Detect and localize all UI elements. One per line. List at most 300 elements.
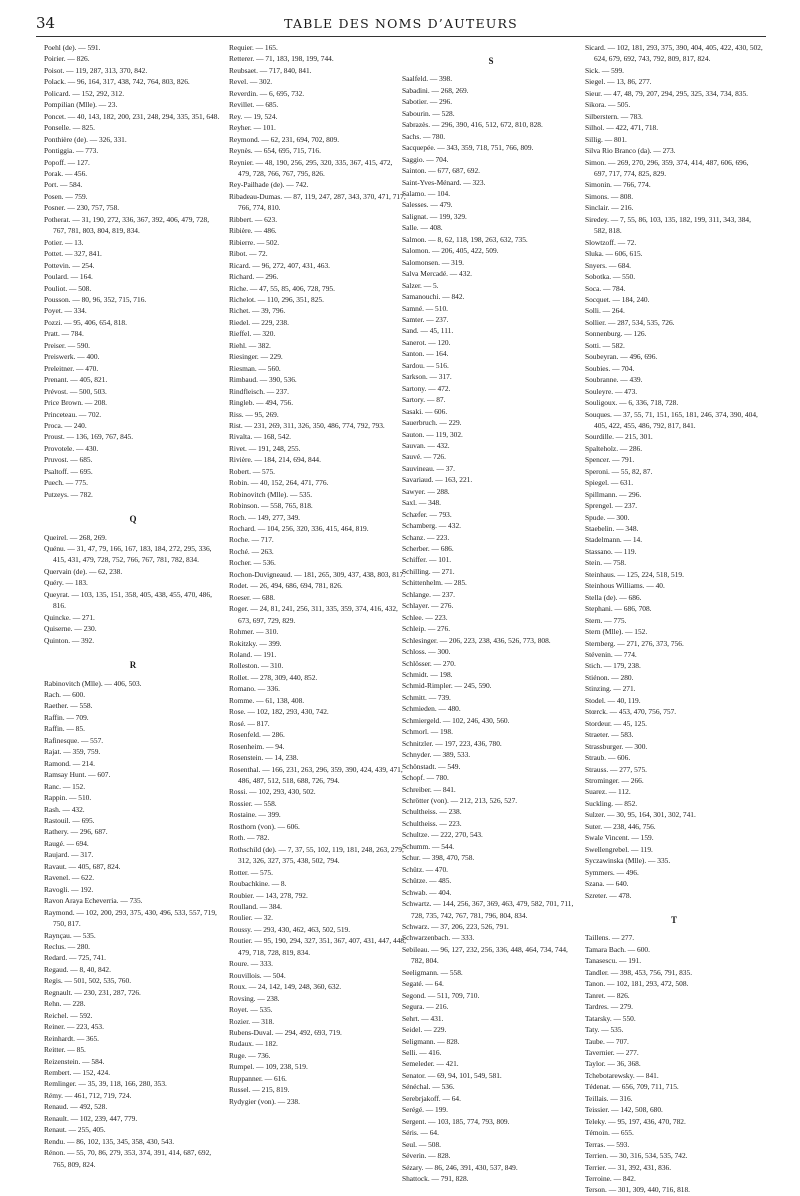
index-entry: Sénéchal. — 536. <box>402 1082 455 1092</box>
index-entry: Silhol. — 422, 471, 718. <box>585 123 659 133</box>
index-entry: Reiner. — 223, 453. <box>44 1022 104 1032</box>
index-entry: Seul. — 508. <box>402 1139 442 1149</box>
index-entry: Sauton. — 119, 302. <box>402 429 463 439</box>
index-entry: Reinhardt. — 365. <box>44 1033 100 1043</box>
index-entry: Pottet. — 327, 841. <box>44 249 102 259</box>
index-entry: Reclus. — 280. <box>44 941 90 951</box>
index-entry: Ponselle. — 825. <box>44 123 95 133</box>
index-entry: Provotele. — 430. <box>44 443 99 453</box>
index-entry: Schumm. — 544. <box>402 841 455 851</box>
section-letter: Q <box>129 514 137 525</box>
section-letter: S <box>488 56 494 66</box>
index-entry: Rash. — 432. <box>44 804 85 814</box>
index-entry: Ribière. — 486. <box>229 226 277 236</box>
index-entry: Royet. — 535. <box>229 1005 273 1015</box>
index-entry: Samter. — 237. <box>402 314 449 324</box>
index-entry: Sasaki. — 606. <box>402 406 448 416</box>
index-entry: Stein. — 758. <box>585 558 627 568</box>
index-entry: Ranc. — 152. <box>44 781 86 791</box>
index-entry: Roussy. — 293, 430, 462, 463, 502, 519. <box>229 924 351 934</box>
index-entry: Richet. — 39, 796. <box>229 306 286 316</box>
index-entry: Rendu. — 86, 102, 135, 345, 358, 430, 543. <box>44 1136 175 1146</box>
index-entry: Rokitzky. — 399. <box>229 638 282 648</box>
index-entry: Raether. — 558. <box>44 701 93 711</box>
index-entry: Salomonsen. — 319. <box>402 257 464 267</box>
index-entry: Polack. — 96, 164, 317, 438, 742, 764, 803, 826. <box>44 77 190 87</box>
index-entry: Robin. — 40, 152, 264, 471, 776. <box>229 478 329 488</box>
index-entry: Redard. — 725, 741. <box>44 953 106 963</box>
index-entry: Rappin. — 510. <box>44 793 92 803</box>
index-entry: Schütz. — 470. <box>402 864 448 874</box>
index-entry: Schwab. — 404. <box>402 887 452 897</box>
index-entry: Reichel. — 592. <box>44 1010 93 1020</box>
index-entry: Poehl (de). — 591. <box>44 43 101 52</box>
index-entry: Rubens-Duval. — 294, 492, 693, 719. <box>229 1027 342 1037</box>
index-entry: Segaté. — 64. <box>402 979 444 989</box>
index-entry: Quiserne. — 230. <box>44 624 97 634</box>
index-entry: Sand. — 45, 111. <box>402 326 454 336</box>
index-entry: Tanret. — 826. <box>585 990 630 1000</box>
index-entry: Saggio. — 704. <box>402 154 449 164</box>
index-entry: Rumpel. — 109, 238, 519. <box>229 1062 308 1072</box>
index-entry: Popoff. — 127. <box>44 157 90 167</box>
index-entry: Romme. — 61, 138, 408. <box>229 695 305 705</box>
index-entry: Schmieden. — 480. <box>402 704 461 714</box>
index-entry: Rohmer. — 310. <box>229 627 279 637</box>
index-entry: Saint-Yves-Ménard. — 323. <box>402 177 486 187</box>
index-entry: Salzer. — 5. <box>402 280 439 290</box>
index-entry: Slowtzoff. — 72. <box>585 237 637 247</box>
index-entry: Sabadini. — 268, 269. <box>402 85 469 95</box>
index-entry: Sabrazès. — 296, 390, 416, 512, 672, 810, 828. <box>402 120 543 130</box>
index-entry: Stœrck. — 453, 470, 756, 757. <box>585 707 677 717</box>
index-entry: Suter. — 238, 446, 756. <box>585 821 656 831</box>
index-entry: Roure. — 333. <box>229 959 273 969</box>
index-entry: Semeleder. — 421. <box>402 1059 459 1069</box>
index-entry: Soca. — 784. <box>585 283 626 293</box>
index-entry: Suckling. — 852. <box>585 798 638 808</box>
index-entry: Ramsay Hunt. — 607. <box>44 770 111 780</box>
index-entry: Rembert. — 152, 424. <box>44 1067 111 1077</box>
index-entry: Rafinesque. — 557. <box>44 735 104 745</box>
index-entry: Suarez. — 112. <box>585 787 631 797</box>
index-entry: Rossi. — 102, 293, 430, 502. <box>229 787 316 797</box>
index-entry: Rose. — 102, 182, 293, 430, 742. <box>229 707 329 717</box>
index-entry: Rey-Pailhade (de). — 742. <box>229 180 309 190</box>
section-gap <box>402 42 580 53</box>
index-entry: Tanasescu. — 191. <box>585 956 642 966</box>
index-entry: Robinson. — 558, 765, 818. <box>229 501 313 511</box>
page-header <box>36 14 766 38</box>
section-letter: T <box>670 914 677 925</box>
index-entry: Stordeur. — 45, 125. <box>585 718 647 728</box>
index-column-3 <box>402 42 580 1184</box>
index-entry: Sauvé. — 726. <box>402 452 446 462</box>
index-entry: Tavernier. — 277. <box>585 1047 639 1057</box>
index-entry: Rochon-Duvigneaud. — 181, 265, 309, 437, 438, 803, 817. <box>229 569 406 579</box>
index-entry: Reymond. — 62, 231, 694, 702, 809. <box>229 134 340 144</box>
index-entry: Psaltoff. — 695. <box>44 466 93 476</box>
index-entry: Soubranne. — 439. <box>585 375 643 385</box>
index-entry: Raugé. — 694. <box>44 838 89 848</box>
index-entry: Sluka. — 606, 615. <box>585 249 643 259</box>
index-entry: Sardou. — 516. <box>402 360 449 370</box>
index-entry: Szana. — 640. <box>585 879 629 889</box>
index-entry: Sainton. — 677, 687, 692. <box>402 166 481 176</box>
index-entry: Robinovitch (Mlle). — 535. <box>229 489 313 499</box>
index-entry: Sergent. — 103, 185, 774, 793, 809. <box>402 1116 510 1126</box>
index-entry: Swellengrebel. — 119. <box>585 844 653 854</box>
index-entry: Proust. — 136, 169, 767, 845. <box>44 432 134 442</box>
index-entry: Rostaine. — 399. <box>229 810 281 820</box>
index-entry: Roeser. — 688. <box>229 592 275 602</box>
index-entry: Stern. — 775. <box>585 615 627 625</box>
index-entry: Sicard. — 102, 181, 293, 375, 390, 404, 405, 422, 430, 502, 624, 679, 692, 743, 792, 809, 817, 824. <box>585 43 763 64</box>
index-entry: Roth. — 782. <box>229 833 270 843</box>
index-entry: Schultze. — 222, 270, 543. <box>402 830 483 840</box>
index-entry: Schnitzler. — 197, 223, 436, 780. <box>402 738 502 748</box>
index-entry: Salesses. — 479. <box>402 200 453 210</box>
index-entry: Stiénon. — 280. <box>585 672 634 682</box>
index-entry: Price Brown. — 208. <box>44 398 108 408</box>
index-entry: Sonnenburg. — 126. <box>585 329 647 339</box>
index-entry: Tchebotarewsky. — 841. <box>585 1070 659 1080</box>
index-entry: Sehrt. — 431. <box>402 1013 444 1023</box>
index-entry: Tédenat. — 656, 709, 711, 715. <box>585 1082 679 1092</box>
section-gap <box>585 901 763 912</box>
index-entry: Steinhous Williams. — 40. <box>585 581 665 591</box>
index-entry: Ringleb. — 494, 756. <box>229 398 294 408</box>
index-entry: Prenant. — 405, 821. <box>44 375 108 385</box>
index-entry: Rathery. — 296, 687. <box>44 827 108 837</box>
index-entry: Tandler. — 398, 453, 756, 791, 835. <box>585 967 693 977</box>
index-entry: Schwarz. — 37, 206, 223, 526, 791. <box>402 921 509 931</box>
index-entry: Ravon Araya Echeverria. — 735. <box>44 896 143 906</box>
index-entry: Salomon. — 206, 405, 422, 509. <box>402 246 499 256</box>
index-entry: Sikora. — 505. <box>585 100 631 110</box>
index-entry: Rollet. — 278, 309, 440, 852. <box>229 672 318 682</box>
index-entry: Schmorl. — 198. <box>402 727 453 737</box>
index-entry: Pompilian (Mlle). — 23. <box>44 100 118 110</box>
index-entry: Schlee. — 223. <box>402 612 448 622</box>
index-entry: Robert. — 575. <box>229 466 275 476</box>
index-entry: Ponthière (de). — 326, 331. <box>44 134 127 144</box>
index-entry: Sabotier. — 296. <box>402 97 453 107</box>
index-entry: Ravogli. — 192. <box>44 884 94 894</box>
index-entry: Poulard. — 164. <box>44 272 93 282</box>
index-entry: Strauss. — 277, 575. <box>585 764 648 774</box>
index-entry: Schittenhelm. — 285. <box>402 578 467 588</box>
index-entry: Quinton. — 392. <box>44 635 95 645</box>
index-entry: Schamberg. — 432. <box>402 521 461 531</box>
index-entry: Teissier. — 142, 508, 680. <box>585 1105 663 1115</box>
index-entry: Regis. — 501, 502, 535, 760. <box>44 976 132 986</box>
index-entry: Segura. — 216. <box>402 1002 449 1012</box>
index-entry: Straeter. — 583. <box>585 730 634 740</box>
index-entry: Rovsing. — 238. <box>229 993 280 1003</box>
index-entry: Selli. — 416. <box>402 1047 442 1057</box>
index-entry: Swale Vincent. — 159. <box>585 833 654 843</box>
index-entry: Queirel. — 268, 269. <box>44 532 107 542</box>
index-entry: Rindfleisch. — 237. <box>229 386 289 396</box>
index-entry: Rabinovitch (Mlle). — 406, 503. <box>44 678 142 688</box>
index-entry: Sauvan. — 432. <box>402 440 450 450</box>
index-entry: Preiswerk. — 400. <box>44 352 100 362</box>
index-entry: Sebileau. — 96, 127, 232, 256, 336, 448, 464, 734, 744, 782, 804. <box>402 944 568 966</box>
index-entry: Pruvost. — 685. <box>44 455 93 465</box>
index-entry: Samné. — 510. <box>402 303 448 313</box>
index-entry: Poyet. — 334. <box>44 306 87 316</box>
index-entry: Porak. — 456. <box>44 168 88 178</box>
index-entry: Ricard. — 96, 272, 407, 431, 463. <box>229 260 330 270</box>
index-entry: Sachs. — 780. <box>402 131 446 141</box>
index-entry: Roché. — 263. <box>229 546 274 556</box>
section-letter: R <box>129 660 137 671</box>
index-entry: Ribierre. — 502. <box>229 237 280 247</box>
index-entry: Témoin. — 655. <box>585 1128 634 1138</box>
index-entry: Schleip. — 276. <box>402 624 451 634</box>
index-entry: Rivière. — 184, 214, 694, 844. <box>229 455 321 465</box>
index-entry: Ruppanner. — 616. <box>229 1073 287 1083</box>
index-entry: Sotti. — 582. <box>585 340 625 350</box>
index-entry: Tatarsky. — 550. <box>585 1013 636 1023</box>
index-entry: Revillet. — 685. <box>229 100 279 110</box>
index-entry: Pontiggia. — 773. <box>44 146 99 156</box>
index-entry: Solli. — 264. <box>585 306 625 316</box>
index-entry: Séverin. — 828. <box>402 1151 451 1161</box>
index-entry: Stévenin. — 774. <box>585 650 637 660</box>
index-entry: Stinzing. — 271. <box>585 684 636 694</box>
index-entry: Schütze. — 485. <box>402 876 452 886</box>
index-entry: Ruge. — 736. <box>229 1050 271 1060</box>
index-entry: Stephani. — 686, 708. <box>585 604 652 614</box>
index-entry: Sézary. — 86, 246, 391, 430, 537, 849. <box>402 1162 518 1172</box>
index-entry: Schönstadt. — 549. <box>402 761 461 771</box>
index-entry: Rehn. — 228. <box>44 999 86 1009</box>
index-entry: Spalteholz. — 286. <box>585 443 643 453</box>
index-entry: Rastouil. — 695. <box>44 816 95 825</box>
index-entry: Schwartz. — 144, 256, 367, 369, 463, 479, 582, 701, 711, 728, 735, 742, 767, 781, 796, 804, 834. <box>402 899 574 920</box>
index-entry: Roux. — 24, 142, 149, 248, 360, 632. <box>229 982 342 992</box>
index-entry: Potier. — 13. <box>44 237 84 247</box>
index-entry: Sauerbruch. — 229. <box>402 418 462 428</box>
index-entry: Sprengel. — 237. <box>585 501 638 511</box>
index-entry: Tanon. — 102, 181, 293, 472, 508. <box>585 979 689 989</box>
index-entry: Sillig. — 801. <box>585 134 627 144</box>
index-entry: Richard. — 296. <box>229 272 279 282</box>
index-entry: Queyrat. — 103, 135, 151, 358, 405, 438, 455, 470, 486, 816. <box>44 589 212 611</box>
index-entry: Rivalta. — 168, 542. <box>229 432 291 442</box>
index-entry: Terroine. — 842. <box>585 1173 636 1183</box>
page-number: 34 <box>36 14 56 32</box>
index-entry: Rydygier (von). — 238. <box>229 1096 300 1106</box>
index-entry: Schilling. — 271. <box>402 566 455 576</box>
index-entry: Savariaud. — 163, 221. <box>402 475 473 485</box>
index-entry: Routier. — 95, 190, 294, 327, 351, 367, 407, 431, 447, 448, 479, 718, 728, 819, 834. <box>229 936 406 957</box>
index-entry: Sawyer. — 288. <box>402 486 450 496</box>
index-entry: Sacquepée. — 343, 359, 718, 751, 766, 809. <box>402 143 534 153</box>
index-entry: Ramond. — 214. <box>44 758 95 768</box>
index-entry: Roger. — 24, 81, 241, 256, 311, 335, 359, 374, 416, 432, 673, 697, 729, 829. <box>229 604 398 625</box>
index-entry: Preleitner. — 470. <box>44 363 99 373</box>
index-entry: Ribot. — 72. <box>229 249 268 259</box>
index-entry: Poisot. — 119, 287, 313, 370, 842. <box>44 65 148 75</box>
index-entry: Rosenfeld. — 286. <box>229 730 285 740</box>
index-entry: Stodel. — 40, 119. <box>585 695 641 705</box>
index-entry: Potherat. — 31, 190, 272, 336, 367, 392, 406, 479, 728, 767, 781, 803, 804, 819, 834. <box>44 214 210 236</box>
index-entry: Schæfer. — 793. <box>402 509 452 519</box>
index-entry: Pozzi. — 95, 406, 654, 818. <box>44 317 127 327</box>
index-entry: Shattock. — 791, 828. <box>402 1173 469 1183</box>
index-entry: Riedel. — 229, 238. <box>229 317 289 327</box>
index-entry: Souques. — 37, 55, 71, 151, 165, 181, 246, 374, 390, 404, 405, 422, 455, 486, 792, 817, 841. <box>585 409 758 430</box>
index-entry: Renaut. — 255, 405. <box>44 1125 106 1135</box>
index-entry: Sternberg. — 271, 276, 373, 756. <box>585 638 684 648</box>
index-entry: Schur. — 398, 470, 758. <box>402 853 475 863</box>
index-entry: Regaud. — 8, 40, 842. <box>44 964 111 974</box>
index-entry: Spude. — 300. <box>585 512 630 522</box>
index-entry: Regnault. — 230, 231, 287, 726. <box>44 987 141 997</box>
index-entry: Schmidt. — 198. <box>402 670 453 680</box>
index-entry: Rosenthal. — 166, 231, 263, 296, 359, 390, 424, 439, 471, 486, 487, 512, 518, 688, 726, 794. <box>229 764 403 785</box>
index-entry: Revel. — 302. <box>229 77 273 87</box>
index-entry: Sulzer. — 30, 95, 164, 301, 302, 741. <box>585 810 696 820</box>
index-entry: Teleky. — 95, 197, 436, 470, 782. <box>585 1116 686 1126</box>
index-entry: Russel. — 215, 819. <box>229 1085 290 1095</box>
index-entry: Posen. — 759. <box>44 191 88 201</box>
index-entry: Raynçau. — 535. <box>44 930 96 940</box>
header-rule <box>36 36 766 37</box>
index-entry: Snyers. — 684. <box>585 260 631 270</box>
index-entry: Roch. — 149, 277, 349. <box>229 512 301 522</box>
index-entry: Scherber. — 686. <box>402 544 454 554</box>
index-entry: Rieffel. — 320. <box>229 329 276 339</box>
index-entry: Symmers. — 496. <box>585 867 639 877</box>
index-entry: Salva Mercadé. — 432. <box>402 269 472 279</box>
index-entry: Preiser. — 590. <box>44 340 90 350</box>
index-entry: Schmid-Rimpler. — 245, 590. <box>402 681 492 691</box>
index-entry: Raffin. — 709. <box>44 712 89 722</box>
index-entry: Tamara Bach. — 600. <box>585 944 650 954</box>
index-entry: Putzeys. — 782. <box>44 489 93 499</box>
index-entry: Samanouchi. — 842. <box>402 292 465 302</box>
index-entry: Stadelmann. — 14. <box>585 535 643 545</box>
index-entry: Souligoux. — 6, 336, 718, 728. <box>585 398 679 408</box>
index-entry: Pottevin. — 254. <box>44 260 95 270</box>
index-entry: Riehl. — 382. <box>229 340 271 350</box>
index-entry: Taillens. — 277. <box>585 933 635 943</box>
index-entry: Rothschild (de). — 7, 37, 55, 102, 119, 181, 248, 263, 279, 312, 326, 327, 375, 438, 502, 794. <box>229 844 404 866</box>
index-entry: Rist. — 231, 269, 311, 326, 350, 486, 774, 792, 793. <box>229 420 385 430</box>
index-entry: Quincke. — 271. <box>44 612 95 622</box>
index-entry: Staebelin. — 348. <box>585 524 639 534</box>
index-entry: Sabourin. — 528. <box>402 108 455 118</box>
index-entry: Reynier. — 48, 190, 256, 295, 320, 335, 367, 415, 472, 479, 728, 766, 767, 795, 826. <box>229 157 393 178</box>
index-entry: Schlesinger. — 206, 223, 238, 436, 526, 773, 808. <box>402 635 551 645</box>
index-entry: Requier. — 165. <box>229 43 278 52</box>
index-entry: Schwarzenbach. — 333. <box>402 933 475 943</box>
index-entry: Rey. — 19, 524. <box>229 111 278 121</box>
index-entry: Quervain (de). — 62, 238. <box>44 566 123 576</box>
index-entry: Stern (Mlle). — 152. <box>585 627 648 637</box>
index-entry: Sauvineau. — 37. <box>402 463 455 473</box>
index-entry: Sick. — 599. <box>585 65 625 75</box>
index-entry: Renaud. — 492, 528. <box>44 1102 108 1112</box>
index-entry: Policard. — 152, 292, 312. <box>44 88 125 98</box>
index-entry: Schreiber. — 841. <box>402 784 456 794</box>
index-entry: Taty. — 535. <box>585 1025 624 1035</box>
index-entry: Rach. — 600. <box>44 690 86 700</box>
index-entry: Spencer. — 791. <box>585 455 635 465</box>
index-entry: Rodet. — 26, 494, 686, 694, 781, 826. <box>229 581 343 591</box>
index-entry: Santon. — 164. <box>402 349 449 359</box>
index-entry: Schlösser. — 270. <box>402 658 456 668</box>
index-entry: Sobotka. — 550. <box>585 272 636 282</box>
index-entry: Séris. — 64. <box>402 1128 439 1138</box>
index-entry: Schrötter (von). — 212, 213, 526, 527. <box>402 796 518 805</box>
index-entry: Sollier. — 287, 534, 535, 726. <box>585 317 675 327</box>
index-entry: Quéry. — 183. <box>44 578 88 588</box>
index-entry: Pousson. — 80, 96, 352, 715, 716. <box>44 294 147 304</box>
index-entry: Rosé. — 817. <box>229 718 270 728</box>
index-entry: Quénu. — 31, 47, 79, 166, 167, 183, 184, 272, 295, 336, 415, 431, 479, 728, 752, 766, 767, 781, 782, 834. <box>44 544 212 565</box>
index-entry: Schmiergeld. — 102, 246, 430, 560. <box>402 715 510 725</box>
index-entry: Poncet. — 40, 143, 182, 200, 231, 248, 294, 335, 351, 648. <box>44 111 220 121</box>
index-entry: Romano. — 336. <box>229 684 280 694</box>
index-column-1 <box>44 42 222 1170</box>
index-entry: Roulier. — 32. <box>229 913 273 923</box>
index-entry: Reverdin. — 6, 695, 732. <box>229 88 305 98</box>
index-entry: Richelot. — 110, 296, 351, 825. <box>229 294 324 304</box>
index-entry: Seidel. — 229. <box>402 1025 447 1035</box>
index-entry: Sartory. — 87. <box>402 395 446 405</box>
index-entry: Spillmann. — 296. <box>585 489 642 499</box>
index-entry: Ribadeau-Dumas. — 87, 119, 247, 287, 343, 370, 471, 717, 766, 774, 810. <box>229 191 406 213</box>
index-column-2 <box>229 42 407 1107</box>
index-entry: Port. — 584. <box>44 180 83 190</box>
index-entry: Reubsaet. — 717, 840, 841. <box>229 65 312 75</box>
index-entry: Rossier. — 558. <box>229 798 277 808</box>
index-entry: Saalfeld. — 398. <box>402 74 453 84</box>
index-entry: Roulland. — 384. <box>229 901 282 911</box>
index-entry: Speroni. — 55, 82, 87. <box>585 466 653 476</box>
index-entry: Riche. — 47, 55, 85, 406, 728, 795. <box>229 283 335 293</box>
index-entry: Salmon. — 8, 62, 118, 198, 263, 632, 735. <box>402 234 528 244</box>
index-entry: Rosenstein. — 14, 238. <box>229 753 299 763</box>
index-entry: Terson. — 301, 309, 440, 716, 818. <box>585 1185 690 1195</box>
index-entry: Seeligmann. — 558. <box>402 967 463 977</box>
index-entry: Soubies. — 704. <box>585 363 635 373</box>
index-entry: Raujard. — 317. <box>44 850 94 860</box>
index-entry: Saxl. — 348. <box>402 498 442 508</box>
index-entry: Sieur. — 47, 48, 79, 207, 294, 295, 325, 334, 734, 835. <box>585 88 749 98</box>
index-entry: Retterer. — 71, 183, 198, 199, 744. <box>229 54 334 64</box>
index-entry: Rozier. — 318. <box>229 1016 275 1026</box>
index-entry: Roland. — 191. <box>229 650 277 660</box>
index-entry: Tardres. — 279. <box>585 1002 633 1012</box>
index-entry: Strominger. — 266. <box>585 776 644 785</box>
index-entry: Segond. — 511, 709, 710. <box>402 990 480 1000</box>
index-entry: Prévost. — 500, 503. <box>44 386 107 396</box>
index-entry: Rocher. — 536. <box>229 558 276 568</box>
index-entry: Schultheiss. — 238. <box>402 807 462 817</box>
index-entry: Sarkson. — 317. <box>402 372 452 382</box>
index-entry: Taylor. — 36, 368. <box>585 1059 641 1069</box>
index-entry: Schloss. — 300. <box>402 647 451 657</box>
index-entry: Rosthorn (von). — 606. <box>229 821 300 831</box>
index-entry: Salle. — 408. <box>402 223 443 233</box>
index-entry: Simons. — 808. <box>585 191 634 201</box>
